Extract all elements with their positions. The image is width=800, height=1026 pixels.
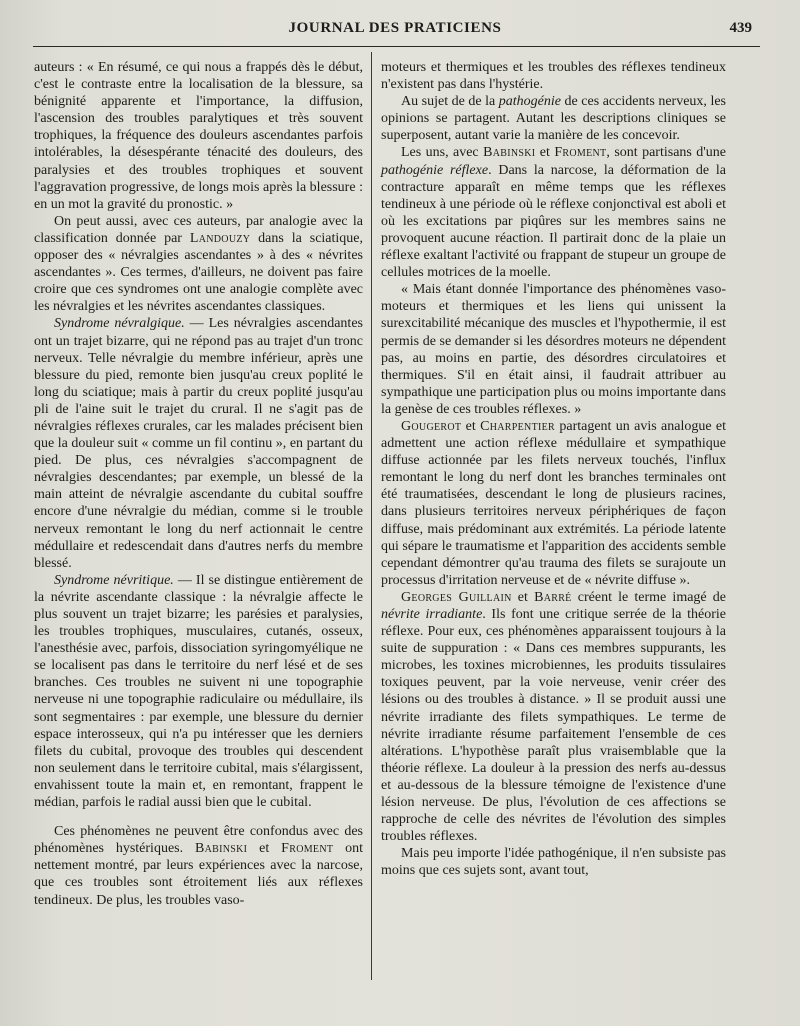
author-name: Georges Guillain <box>401 589 512 605</box>
paragraph <box>34 572 363 811</box>
paragraph-text: . Dans la narcose, la déformation de la contracture apparaît en même temps que les réflexes tendineux à une période où le réflexe conjonctival est aboli et où les excitations par piqûres sur les membres sains ne provoquent aucune réaction. Il partirait donc de la plaie un réflexe exaltant l'activité ou frappant de stupeur un groupe de cellules motrices de la moelle. <box>381 162 726 281</box>
paragraph <box>381 93 726 144</box>
paragraph-text: moteurs et thermiques et les troubles des réflexes tendineux n'existent pas dans l'hystérie. <box>381 60 726 93</box>
paragraph-text: Au sujet de de la <box>401 94 496 110</box>
paragraph-text: auteurs : « En résumé, ce qui nous a frappés dès le début, c'est le contraste entre la localisation de la blessure, sa bénignité apparente et l'importance, la diffusion, l'ascension des troubles paralytiques et très souvent trophiques, la fréquence des douleurs ascendantes parfois intolérables, la désespérante ténacité des douleurs, des paralysies et des troubles trophiques et souvent l'aggravation progressive, de longs mois après la blessure : en un mot la gravité du pronostic. » <box>34 60 363 212</box>
paragraph-text: créent le terme imagé de <box>577 589 727 605</box>
paragraph <box>34 213 363 316</box>
paragraph <box>381 281 726 418</box>
paragraph-text: et <box>517 589 528 605</box>
emphasis-term: névrite irradiante <box>381 607 483 622</box>
running-title: JOURNAL DES PRATICIENS <box>288 20 502 36</box>
paragraph <box>381 845 726 879</box>
author-name: Babinski <box>195 841 248 857</box>
author-name: Gougerot <box>401 418 462 434</box>
section-title: Syndrome névritique. <box>54 572 174 588</box>
header-rule <box>33 46 760 47</box>
right-column <box>381 59 726 880</box>
paragraph-text: — Les névralgies ascendantes ont un trajet bizarre, qui ne répond pas au trajet d'un tronc nerveux. Telle névralgie du membre inférieur, après une blessure du pied, remonte bien jusqu'au creux poplité le long du sciatique; mais à partir du creux poplité jusqu'au pli de l'aine suit le trajet du crural. Il ne s'agit pas de névralgies réflexes crurales, car les malades précisent bien que la douleur suit « comme un fil continu », en partant du pied. De plus, ces névralgies s'accompagnent de névralgies descendantes; par exemple, un blessé de la main atteint de névralgie ascendante du cubital souffre encore d'une névralgie du médian, comme si le trouble nerveux remontant le long du nerf actionnait le centre médullaire et redescendait dans d'autres nerfs du membre blessé. <box>34 316 363 571</box>
paragraph-text: et <box>465 418 476 434</box>
author-name: Babinski <box>483 145 536 161</box>
emphasis-term: pathogénie <box>498 94 561 110</box>
author-name: Barré <box>534 589 572 605</box>
paragraph-text: . Ils font une critique serrée de la théorie réflexe. Pour eux, ces phénomènes apparaissent toujours à la suite de suppuration : « Dans ces membres suppurants, les microbes, les toxines microbiennes, les produits tissulaires toxiques peuvent, par la voie nerveuse, venir créer des lésions ou des troubles à distance. » Il se produit aussi une névrite irradiante des filets sympathiques. Le terme de névrite irradiante résume parfaitement l'ensemble de ces altérations. L'hypothèse paraît plus vraisemblable que la théorie réflexe. La douleur à la pression des nerfs au-dessus et au-dessous de la blessure témoigne de l'existence d'une lésion nerveuse. De plus, l'évolution de ces affections se rapproche de celle des névrites de l'évolution des simples troubles réflexes. <box>381 607 727 845</box>
paragraph-text: Ces phénomènes ne peuvent être confondus avec des phénomènes hystériques. <box>34 824 363 857</box>
paragraph <box>34 315 363 571</box>
paragraph <box>381 144 726 281</box>
author-name: Froment <box>281 841 334 857</box>
paragraph <box>34 59 363 213</box>
paragraph-text: Mais peu importe l'idée pathogénique, il n'en subsiste pas moins que ces sujets sont, avant tout, <box>381 846 726 879</box>
paragraph-text: — Il se distingue entièrement de la névrite ascendante classique : la névralgie affecte le plus souvent un trajet bizarre; les parésies et paralysies, les troubles trophiques, musculaires, cutanés, osseux, l'anesthésie avec, parfois, dissociation syringomyélique ne se localisent pas dans le territoire du nerf lésé et de ses branches. Ces troubles ne suivent ni une topographie nerveuse ni une topographie radiculaire ou médullaire, ils sont segmentaires : par exemple, une blessure du dernier espace interosseux, qui n'a pu intéresser que les derniers filets du cubital, provoque des troubles qui descendent non seulement dans le territoire cubital, mais s'élargissent, envahissent toute la main et, en remontant, frappent le médian, parfois le radial aussi bien que le cubital. <box>34 572 363 811</box>
paragraph-text: partagent un avis analogue et admettent une action réflexe médullaire et sympathique diffuse actionnée par les filets nerveux touchés, l'influx remontant le long du nerf dont les branches terminales ont été traumatisées, descendant le long de plusieurs racines, dans plusieurs territoires nerveux périphériques de façon diffuse, mais prédominant aux extrémités. La période latente qui sépare le traumatisme et l'apparition des accidents semble cependant démontrer qu'au trauma des filets se surajoute un processus d'irritation nerveuse et de « névrite diffuse ». <box>381 418 727 588</box>
paragraph-text: de ces accidents nerveux, les opinions se partagent. Autant les descriptions cliniques se superposent, autant varie la manière de les concevoir. <box>381 94 727 144</box>
paragraph <box>381 59 726 93</box>
author-name: Froment <box>554 145 607 161</box>
paragraph-text: On peut aussi, avec ces auteurs, par analogie avec la classification donnée par <box>34 213 363 246</box>
paragraph-text: dans la sciatique, opposer des « névralgies ascendantes » à des « névrites ascendantes ». Ces termes, d'ailleurs, ne doivent pas faire croire que ces syndromes ont une analogie complète avec les névralgies et les névrites ascendantes classiques. <box>34 230 363 315</box>
column-divider <box>371 52 372 980</box>
author-name: Landouzy <box>189 230 251 246</box>
paragraph-text: , sont partisans d'une <box>606 145 727 161</box>
page-number: 439 <box>729 20 752 36</box>
paragraph-text: « Mais étant donnée l'importance des phénomènes vaso-moteurs et thermiques et les liens qui unissent la surexcitabilité mécanique des muscles et l'hypothermie, il est permis de se demander si les désordres moteurs ne dépendent pas, au moins en partie, des désordres circulatoires et thermiques. S'il en était ainsi, il faudrait attribuer au sympathique une participation plus ou moins importante dans la genèse de ces troubles réflexes. » <box>381 282 726 417</box>
paragraph <box>381 589 726 845</box>
left-column <box>34 59 363 909</box>
section-title: Syndrome névralgique. <box>54 316 185 332</box>
paragraph <box>381 418 726 589</box>
author-name: Charpentier <box>480 418 555 434</box>
paragraph-text: ont nettement montré, par leurs expériences avec la narcose, que ces troubles sont étroitement liés aux réflexes tendineux. De plus, les troubles vaso- <box>34 841 364 908</box>
emphasis-term: pathogénie réflexe <box>381 162 489 178</box>
page-header <box>30 20 760 44</box>
paragraph-text: et <box>539 145 550 161</box>
paragraph-text: Les uns, avec <box>401 145 479 161</box>
paragraph-text: et <box>259 841 270 857</box>
paragraph <box>34 823 363 908</box>
